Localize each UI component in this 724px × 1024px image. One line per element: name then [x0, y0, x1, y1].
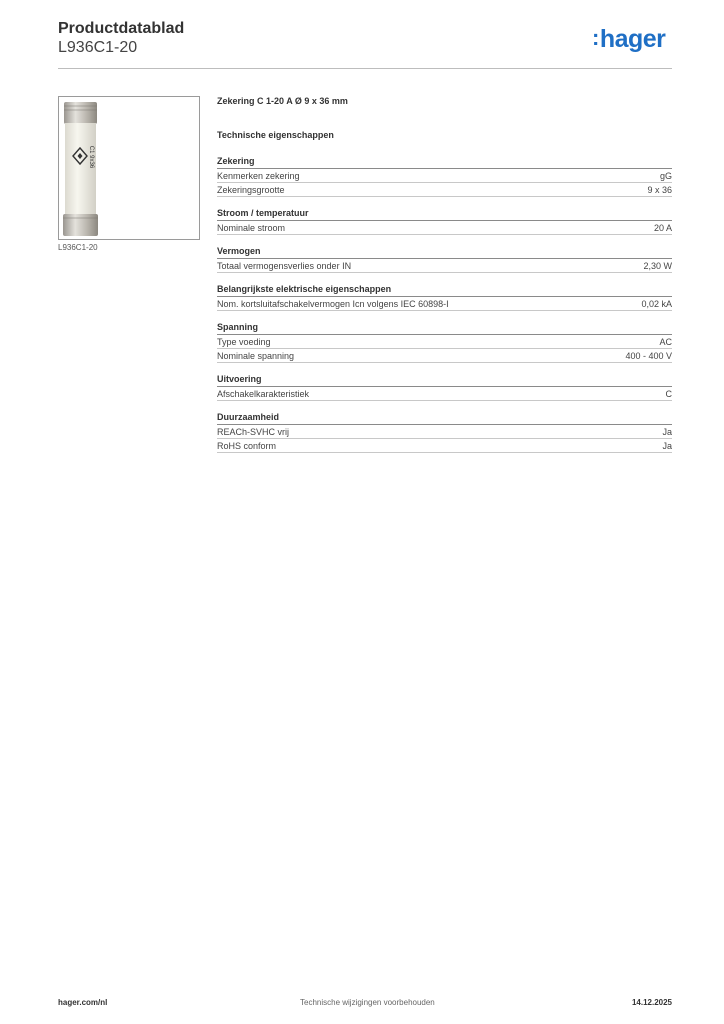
- spec-row: [217, 259, 672, 273]
- spec-label: Totaal vermogensverlies onder IN: [217, 261, 352, 271]
- spec-section: [217, 207, 672, 235]
- spec-row: [217, 169, 672, 183]
- spec-value: 0,02 kA: [641, 299, 672, 309]
- logo-text: hager: [599, 25, 666, 53]
- section-title: Duurzaamheid: [217, 411, 672, 425]
- tech-properties-title: Technische eigenschappen: [217, 130, 334, 140]
- hager-logo: [592, 27, 665, 52]
- footer-notice: Technische wijzigingen voorbehouden: [300, 998, 435, 1007]
- spec-row: [217, 439, 672, 453]
- spec-row: [217, 221, 672, 235]
- spec-section: [217, 245, 672, 273]
- spec-label: Nominale stroom: [217, 223, 286, 233]
- section-title: Stroom / temperatuur: [217, 207, 672, 221]
- image-caption: L936C1-20: [58, 243, 98, 252]
- spec-section: [217, 411, 672, 453]
- spec-label: RoHS conform: [217, 441, 277, 451]
- spec-sections: [217, 155, 672, 453]
- spec-value: gG: [659, 171, 672, 181]
- spec-section: [217, 373, 672, 401]
- spec-row: [217, 297, 672, 311]
- footer-website[interactable]: hager.com/nl: [58, 998, 108, 1007]
- spec-label: REACh-SVHC vrij: [217, 427, 290, 437]
- spec-section: [217, 155, 672, 197]
- spec-value: 2,30 W: [643, 261, 672, 271]
- spec-row: [217, 425, 672, 439]
- spec-value: 9 x 36: [647, 185, 672, 195]
- spec-row: [217, 183, 672, 197]
- spec-value: C: [665, 389, 672, 399]
- product-description: Zekering C 1-20 A Ø 9 x 36 mm: [217, 96, 348, 106]
- specifications: [217, 96, 672, 453]
- section-title: Belangrijkste elektrische eigenschappen: [217, 283, 672, 297]
- spec-value: AC: [659, 337, 672, 347]
- fuse-marking: C1 9x36: [88, 145, 94, 169]
- spec-value: Ja: [662, 427, 672, 437]
- section-title: Zekering: [217, 155, 672, 169]
- spec-value: Ja: [662, 441, 672, 451]
- spec-label: Type voeding: [217, 337, 271, 347]
- page-title: Productdatablad: [58, 20, 185, 37]
- spec-label: Afschakelkarakteristiek: [217, 389, 310, 399]
- product-code: L936C1-20: [58, 39, 138, 56]
- spec-label: Kenmerken zekering: [217, 171, 300, 181]
- header-divider: [58, 68, 672, 69]
- section-title: Uitvoering: [217, 373, 672, 387]
- spec-section: [217, 321, 672, 363]
- spec-value: 400 - 400 V: [625, 351, 672, 361]
- spec-row: [217, 387, 672, 401]
- fuse-image: [59, 97, 199, 239]
- product-image-frame: [58, 96, 200, 240]
- spec-row: [217, 349, 672, 363]
- section-title: Spanning: [217, 321, 672, 335]
- section-title: Vermogen: [217, 245, 672, 259]
- spec-label: Nom. kortsluitafschakelvermogen Icn volgens IEC 60898-I: [217, 299, 449, 309]
- logo-dots-icon: :: [592, 25, 599, 50]
- footer-date: 14.12.2025: [631, 998, 672, 1007]
- spec-row: [217, 335, 672, 349]
- spec-value: 20 A: [653, 223, 672, 233]
- spec-label: Nominale spanning: [217, 351, 295, 361]
- spec-section: [217, 283, 672, 311]
- spec-label: Zekeringsgrootte: [217, 185, 285, 195]
